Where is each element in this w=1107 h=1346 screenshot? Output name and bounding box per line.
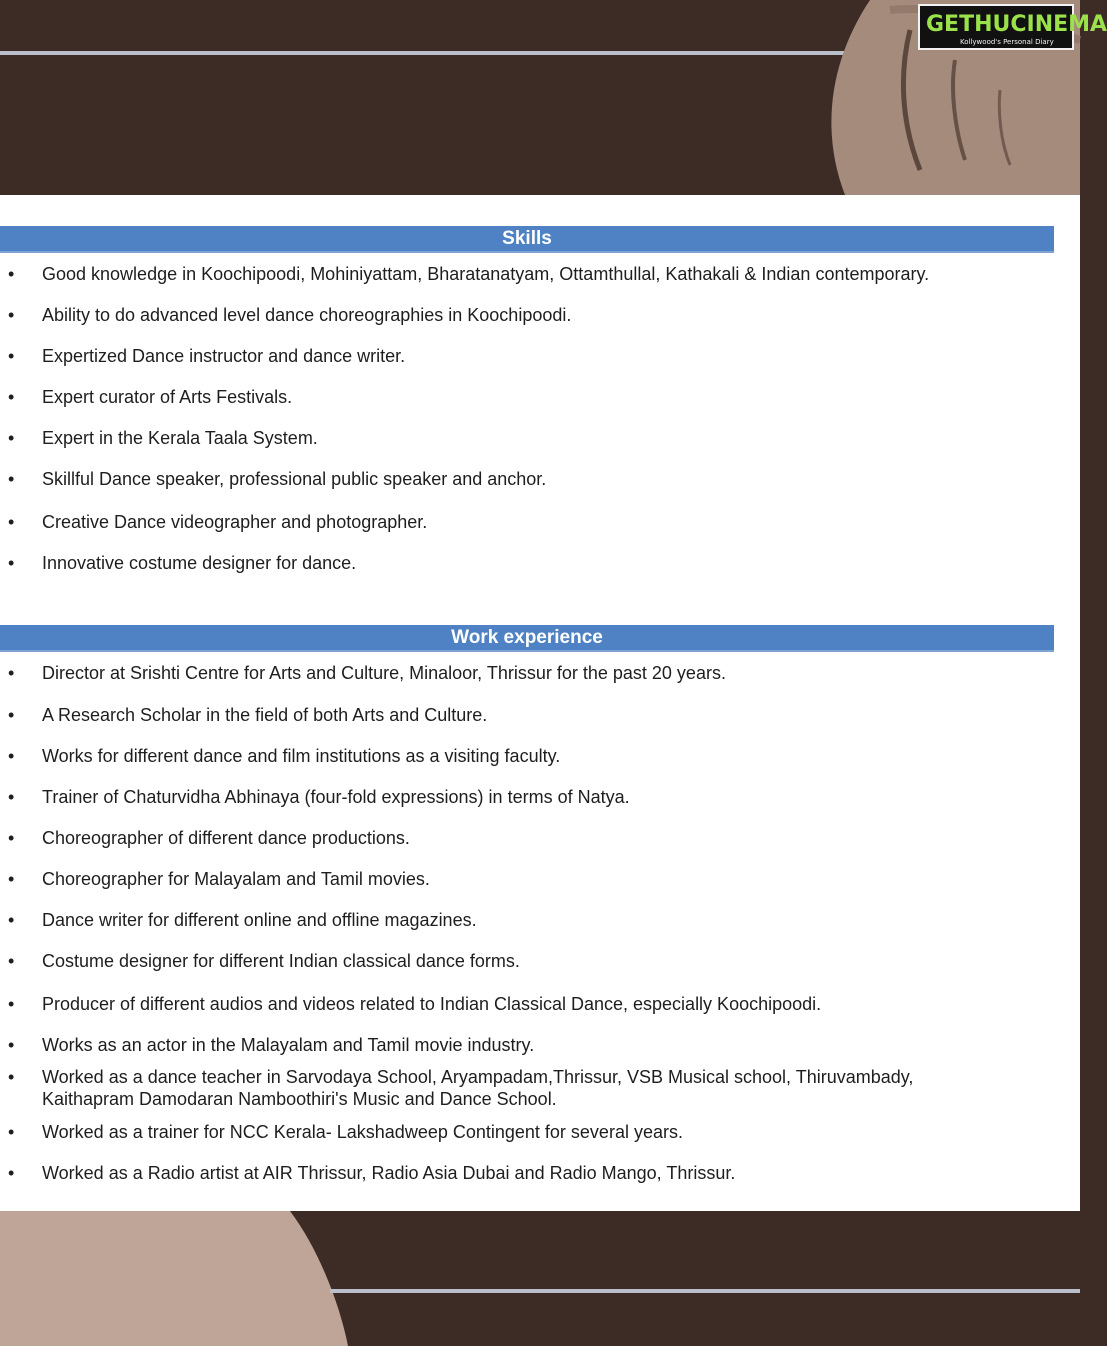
bullet: • xyxy=(8,469,15,489)
bullet: • xyxy=(8,869,15,889)
bottom-decorative-band xyxy=(0,1211,1080,1346)
bullet: • xyxy=(8,1035,15,1055)
watermark-tagline: Kollywood's Personal Diary xyxy=(960,38,1054,46)
bullet: • xyxy=(8,746,15,766)
taupe-shape-decoration xyxy=(0,1211,360,1346)
bullet: • xyxy=(8,1163,15,1183)
bullet: • xyxy=(8,553,15,573)
bullet: • xyxy=(8,828,15,848)
bullet: • xyxy=(8,910,15,930)
watermark-logo xyxy=(918,4,1107,50)
bullet: • xyxy=(8,387,15,407)
bullet: • xyxy=(8,1122,15,1142)
watermark-brand: GETHUCINEMA xyxy=(926,12,1107,37)
bullet: • xyxy=(8,1067,15,1087)
bullet: • xyxy=(8,512,15,532)
bottom-divider-line xyxy=(330,1289,1080,1293)
bullet: • xyxy=(8,663,15,683)
bullet: • xyxy=(8,264,15,284)
bullet: • xyxy=(8,305,15,325)
bullet: • xyxy=(8,428,15,448)
bullet: • xyxy=(8,346,15,366)
bullet: • xyxy=(8,787,15,807)
bullet: • xyxy=(8,951,15,971)
bullet: • xyxy=(8,994,15,1014)
work-experience-heading: Work experience xyxy=(0,625,1054,652)
resume-sheet: Skills • Good knowledge in Koochipoodi, Mohiniyattam, Bharatanatyam, Ottamthullal, Kathakali & Indian contemporary. • Ability to do advanced level dance choreographies in Koochipoodi. • Expertized Dance instructor and dance writer. • Expert curator of Arts Festivals. • Expert in the Kerala Taala System. • Skillful Dance speaker, professional public speaker and anchor. • Creative Dance videographer and photographer. • Innovative costume designer for dance. Work experience • Director at Srishti Centre for Arts and Culture, Minaloor, Thrissur for the past 20 years. • A Research Scholar in the field of both Arts and Culture. • Works for different dance and film institutions as a visiting faculty. • Trainer of Chaturvidha Abhinaya (four-fold expressions) in terms of Natya. • Choreographer of different dance productions. • Choreographer for Malayalam and Tamil movies. • Dance writer for different online and offline magazines. • Costume designer for different Indian classical dance forms. • Producer of different audios and videos related to Indian Classical Dance, especially Koochipoodi. • Works as an actor in the Malayalam and Tamil movie industry. • Worked as a dance teacher in Sarvodaya School, Aryampadam,Thrissur, VSB Musical school, Thiruvambady, Kaithapram Damodaran Namboothiri's Music and Dance School. • Worked as a trainer for NCC Kerala- Lakshadweep Contingent for several years. • Worked as a Radio artist at AIR Thrissur, Radio Asia Dubai and Radio Mango, Thrissur. xyxy=(0,195,1080,1211)
bullet: • xyxy=(8,705,15,725)
skills-heading: Skills xyxy=(0,226,1054,253)
